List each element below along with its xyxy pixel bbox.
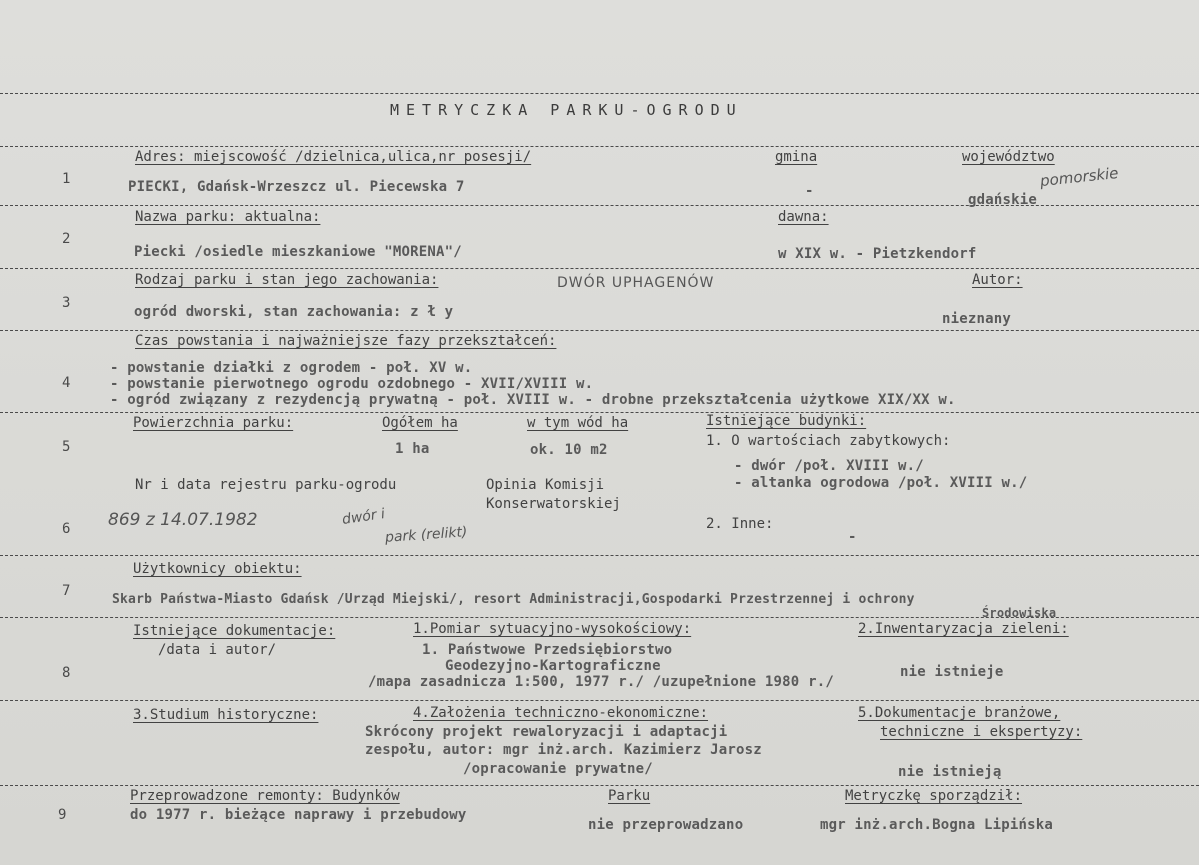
page-title: METRYCZKA PARKU-OGRODU [390, 101, 743, 119]
opinion-handwritten: dwór i [341, 506, 386, 528]
phase-item: - powstanie działki z ogrodem - poł. XV w. [110, 360, 473, 376]
voivodeship-label: województwo [962, 149, 1055, 165]
phase-item: - powstanie pierwotnego ogrodu ozdobnego - XVII/XVIII w. [110, 376, 594, 392]
opinion-label: Konserwatorskiej [486, 496, 621, 512]
separator-line [0, 93, 1199, 94]
gmina-value: - [805, 183, 814, 199]
water-area-label: w tym wód ha [527, 415, 629, 431]
separator-line [0, 268, 1199, 269]
other-buildings-value: - [848, 529, 857, 545]
water-area-value: ok. 10 m2 [530, 442, 608, 458]
branch-docs-label: techniczne i ekspertyzy: [880, 724, 1083, 740]
survey-label: 1.Pomiar sytuacyjno-wysokościowy: [413, 621, 692, 637]
row-number: 7 [62, 583, 71, 599]
separator-line [0, 555, 1199, 556]
building-item: - altanka ogrodowa /poł. XVIII w./ [734, 475, 1028, 491]
tech-econ-value: zespołu, autor: mgr inż.arch. Kazimierz Jarosz [365, 742, 762, 758]
park-repairs-value: nie przeprowadzano [588, 817, 744, 833]
repairs-value: do 1977 r. bieżące naprawy i przebudowy [130, 807, 467, 823]
greenery-value: nie istnieje [900, 664, 1004, 680]
docs-sublabel: /data i autor/ [158, 642, 277, 658]
separator-line [0, 700, 1199, 701]
tech-econ-value: /opracowanie prywatne/ [463, 761, 653, 777]
survey-value: Geodezyjno-Kartograficzne [445, 658, 661, 674]
users-value: Skarb Państwa-Miasto Gdańsk /Urząd Miejski/, resort Administracji,Gospodarki Przestrzennej i ochrony [112, 592, 915, 607]
area-label: Powierzchnia parku: [133, 415, 294, 431]
separator-line [0, 412, 1199, 413]
users-label: Użytkownicy obiektu: [133, 561, 302, 577]
docs-label: Istniejące dokumentacje: [133, 623, 336, 639]
register-handwritten: 869 z 14.07.1982 [108, 510, 258, 530]
park-type-value: ogród dworski, stan zachowania: z ł y [134, 304, 454, 320]
row-number: 3 [62, 295, 71, 311]
address-label: Adres: miejscowość /dzielnica,ulica,nr posesji/ [135, 149, 532, 165]
buildings-sublabel: 1. O wartościach zabytkowych: [706, 433, 951, 449]
users-value: Środowiska [982, 606, 1057, 620]
tech-econ-value: Skrócony projekt rewaloryzacji i adaptacji [365, 724, 728, 740]
phases-label: Czas powstania i najważniejsze fazy przekształceń: [135, 333, 557, 349]
greenery-label: 2.Inwentaryzacja zieleni: [858, 621, 1069, 637]
park-name-label: Nazwa parku: aktualna: [135, 209, 321, 225]
prepared-by-label: Metryczkę sporządził: [845, 788, 1023, 804]
row-number: 4 [62, 375, 71, 391]
park-repairs-label: Parku [608, 788, 651, 804]
old-name-value: w XIX w. - Pietzkendorf [778, 246, 977, 262]
register-label: Nr i data rejestru parku-ogrodu [135, 477, 397, 493]
park-name-value: Piecki /osiedle mieszkaniowe "MORENA"/ [134, 244, 462, 260]
buildings-label: Istniejące budynki: [706, 413, 867, 429]
branch-docs-value: nie istnieją [898, 764, 1002, 780]
opinion-label: Opinia Komisji [486, 477, 605, 493]
row-number: 6 [62, 521, 71, 537]
other-buildings-label: 2. Inne: [706, 516, 774, 532]
voivodeship-handwritten: pomorskie [1039, 163, 1120, 191]
row-number: 9 [58, 807, 67, 823]
total-area-label: Ogółem ha [382, 415, 458, 431]
history-study-label: 3.Studium historyczne: [133, 707, 319, 723]
row-number: 2 [62, 231, 71, 247]
branch-docs-label: 5.Dokumentacje branżowe, [858, 705, 1061, 721]
park-type-label: Rodzaj parku i stan jego zachowania: [135, 272, 439, 288]
survey-value: /mapa zasadnicza 1:500, 1977 r./ /uzupełnione 1980 r./ [368, 674, 834, 690]
survey-value: 1. Państwowe Przedsiębiorstwo [422, 642, 673, 658]
phase-item: - ogród związany z rezydencją prywatną - poł. XVIII w. - drobne przekształcenia użytkowe XIX/XX w. [110, 392, 956, 408]
opinion-handwritten: park (relikt) [384, 524, 468, 546]
prepared-by-value: mgr inż.arch.Bogna Lipińska [820, 817, 1053, 833]
address-value: PIECKI, Gdańsk-Wrzeszcz ul. Piecewska 7 [128, 179, 465, 195]
total-area-value: 1 ha [395, 441, 430, 457]
old-name-label: dawna: [778, 209, 829, 225]
handwritten-note: DWÓR UPHAGENÓW [557, 275, 715, 291]
separator-line [0, 785, 1199, 786]
author-label: Autor: [972, 272, 1023, 288]
building-item: - dwór /poł. XVIII w./ [734, 458, 924, 474]
separator-line [0, 330, 1199, 331]
repairs-label: Przeprowadzone remonty: Budynków [130, 788, 400, 804]
tech-econ-label: 4.Założenia techniczno-ekonomiczne: [413, 705, 709, 721]
row-number: 8 [62, 665, 71, 681]
gmina-label: gmina [775, 149, 818, 165]
voivodeship-value: gdańskie [968, 192, 1038, 208]
row-number: 1 [62, 171, 71, 187]
separator-line [0, 146, 1199, 147]
row-number: 5 [62, 439, 71, 455]
author-value: nieznany [942, 311, 1012, 327]
